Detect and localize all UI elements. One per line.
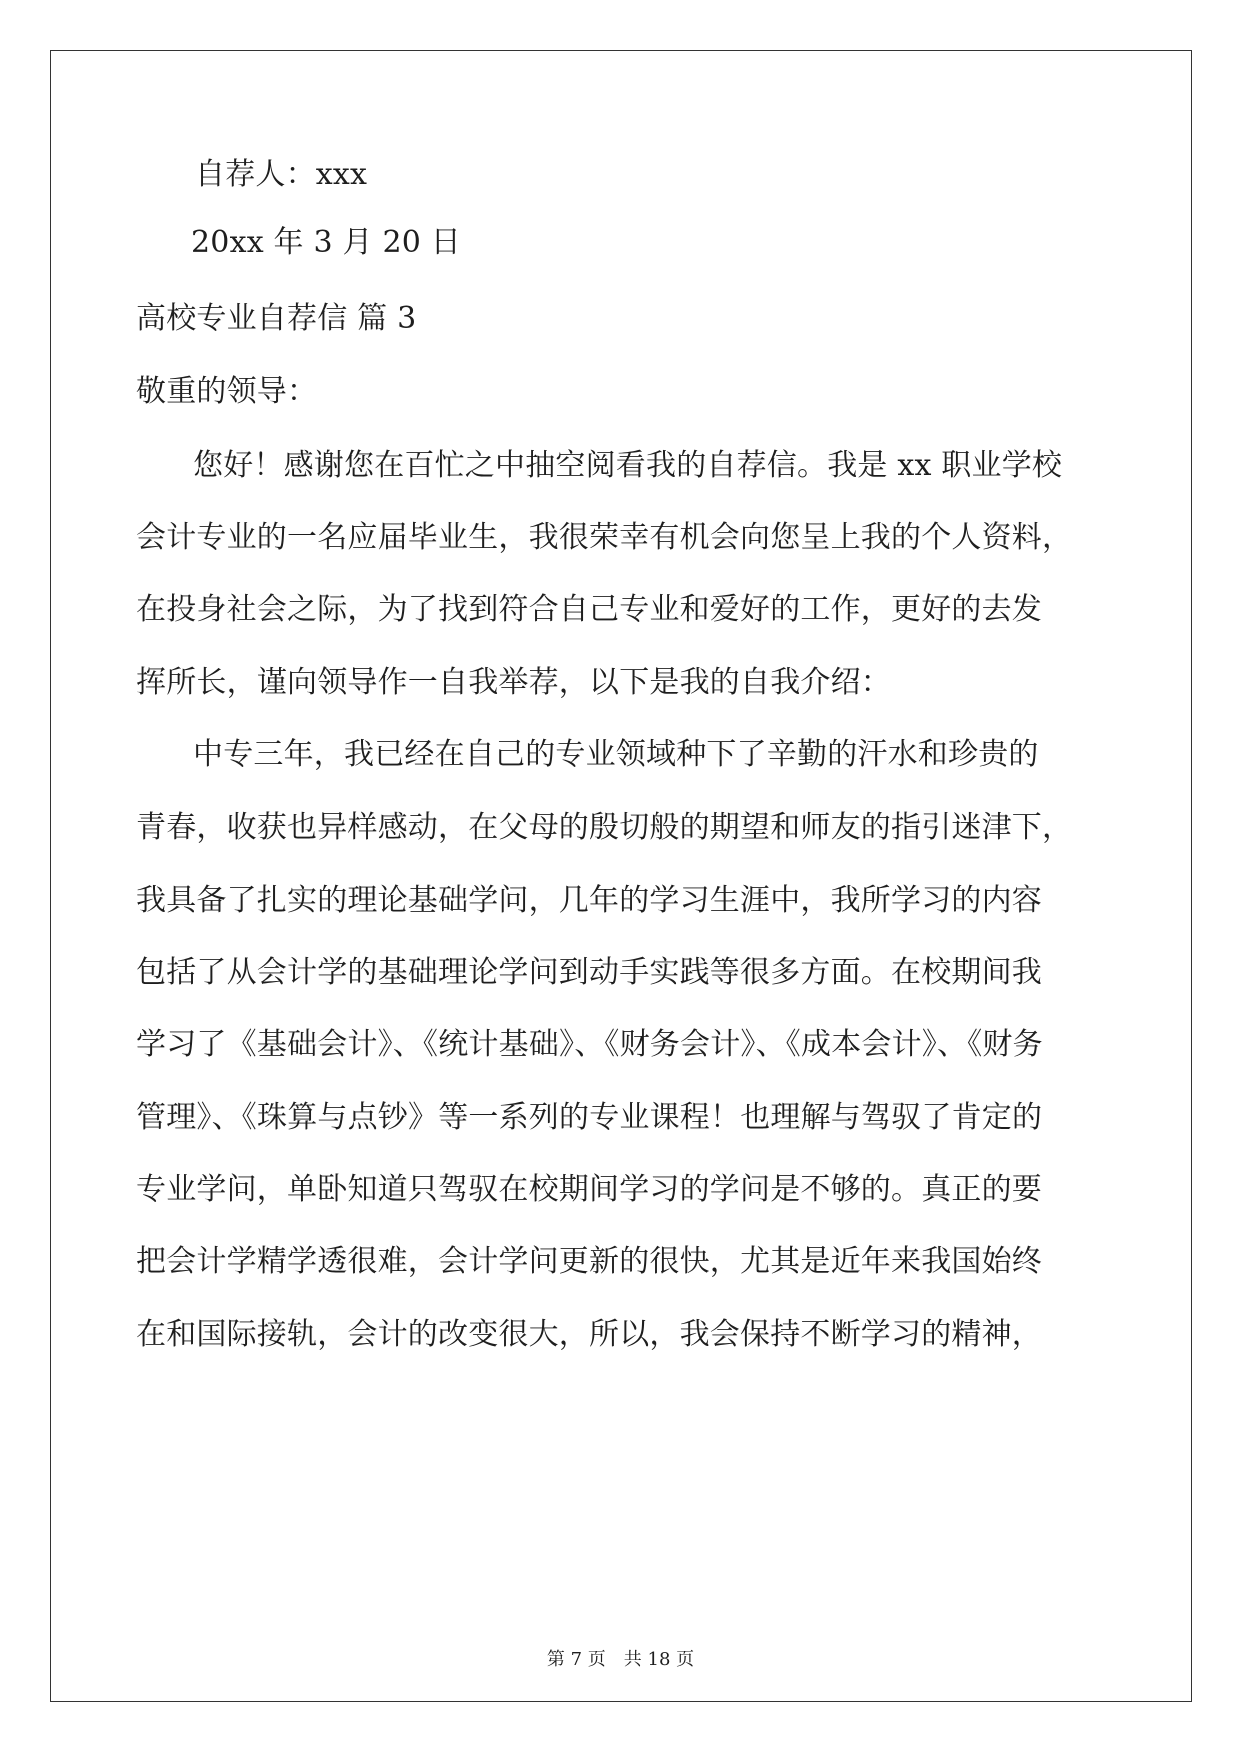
section-title: 高校专业自荐信 篇 3	[136, 301, 417, 336]
paragraph-line: 学习了《基础会计》、《统计基础》、《财务会计》、《成本会计》、《财务	[136, 1027, 1043, 1062]
paragraph-line: 专业学问，单卧知道只驾驭在校期间学习的学问是不够的。真正的要	[136, 1172, 1042, 1207]
page-border	[50, 50, 1192, 1702]
paragraph-line: 在投身社会之际，为了找到符合自己专业和爱好的工作，更好的去发	[136, 592, 1042, 627]
signature-line: 自荐人：xxx	[195, 157, 368, 192]
date-line: 20xx 年 3 月 20 日	[191, 225, 461, 260]
paragraph-line: 把会计学精学透很难，会计学问更新的很快，尤其是近年来我国始终	[136, 1244, 1042, 1279]
paragraph-line: 在和国际接轨，会计的改变很大，所以，我会保持不断学习的精神，	[136, 1317, 1042, 1352]
paragraph-line: 您好！感谢您在百忙之中抽空阅看我的自荐信。我是 xx 职业学校	[193, 448, 1063, 483]
paragraph-line: 我具备了扎实的理论基础学问，几年的学习生涯中，我所学习的内容	[136, 883, 1042, 918]
page-number: 第 7 页 共 18 页	[546, 1649, 695, 1670]
paragraph-line: 包括了从会计学的基础理论学问到动手实践等很多方面。在校期间我	[136, 955, 1042, 990]
paragraph-line: 会计专业的一名应届毕业生，我很荣幸有机会向您呈上我的个人资料，	[136, 520, 1073, 555]
paragraph-line: 挥所长，谨向领导作一自我举荐，以下是我的自我介绍：	[136, 665, 891, 700]
salutation: 敬重的领导：	[136, 374, 318, 409]
paragraph-line: 中专三年，我已经在自己的专业领域种下了辛勤的汗水和珍贵的	[193, 737, 1039, 772]
paragraph-line: 青春，收获也异样感动，在父母的殷切般的期望和师友的指引迷津下，	[136, 810, 1073, 845]
paragraph-line: 管理》、《珠算与点钞》等一系列的专业课程！也理解与驾驭了肯定的	[136, 1100, 1043, 1135]
